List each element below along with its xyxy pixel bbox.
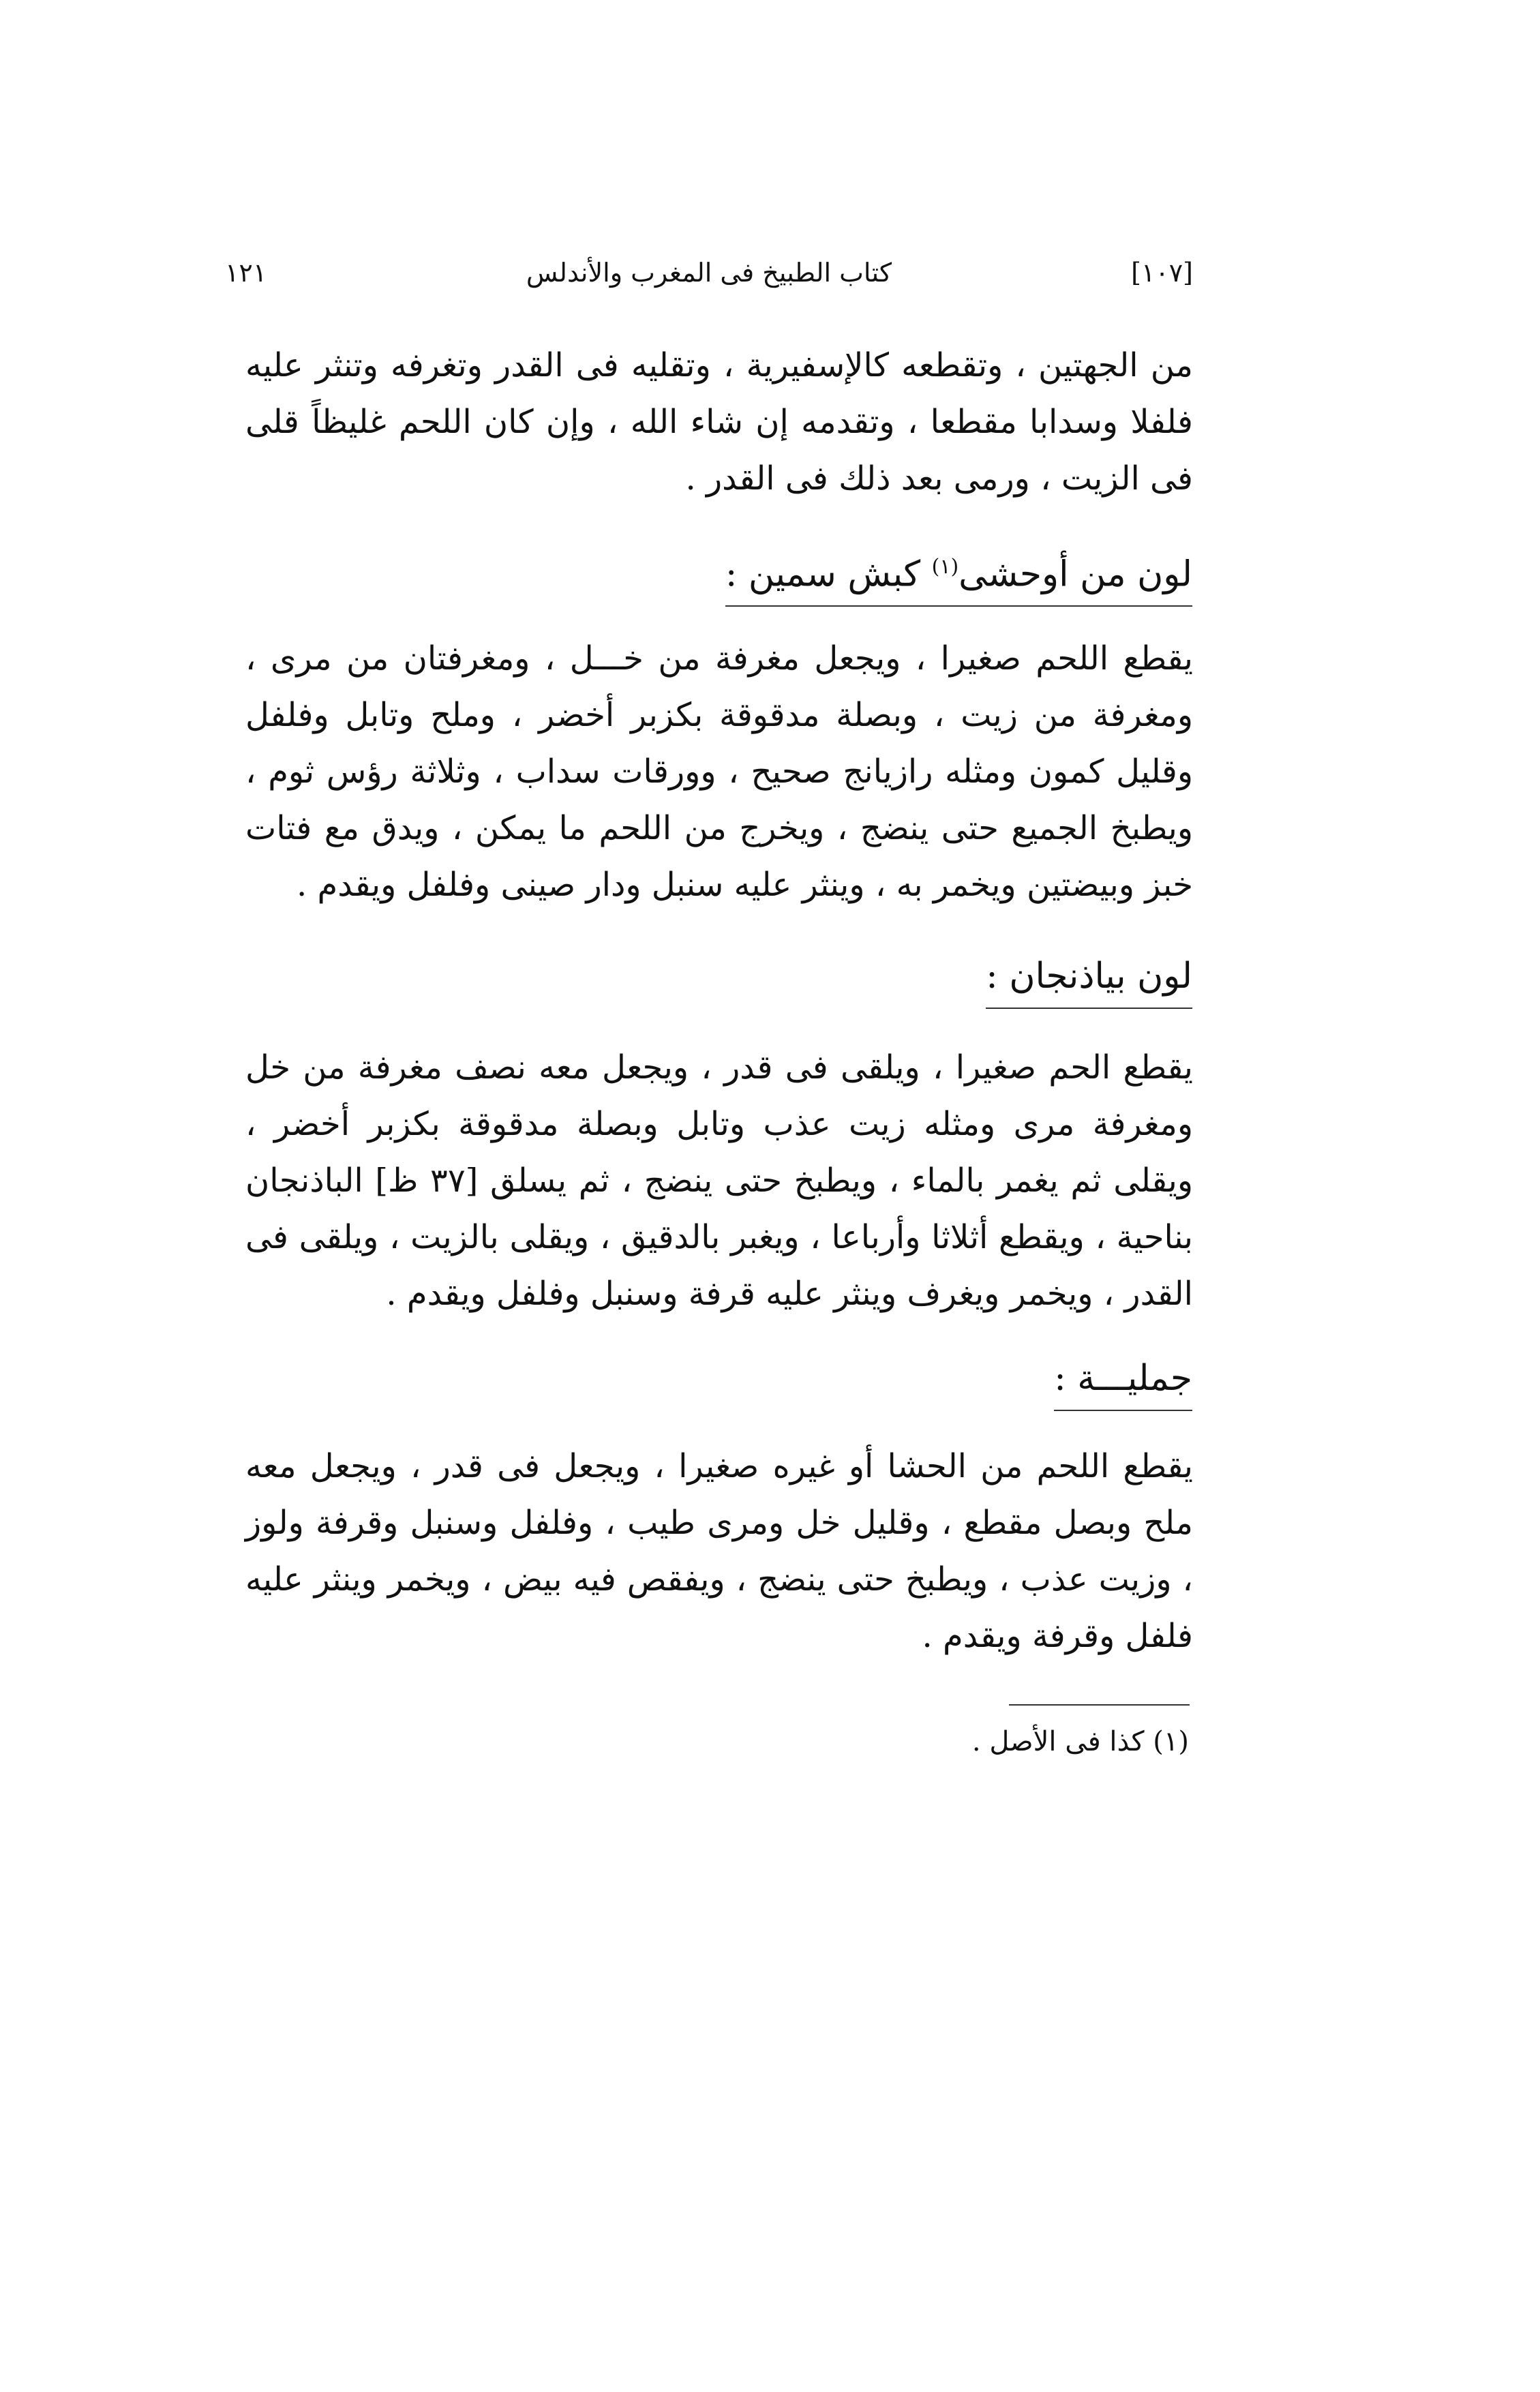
running-title: كتاب الطبيخ فى المغرب والأندلس: [526, 258, 892, 288]
running-header: [225, 252, 1193, 293]
section-heading-1: [725, 545, 1192, 607]
footnote-marker: (١): [931, 555, 959, 579]
page-number: ١٢١: [225, 258, 267, 288]
section-body-3: يقطع اللحم من الحشا أو غيره صغيرا ، ويجعل فى قدر ، ويجعل معه ملح وبصل مقطع ، وقليل خل ومرى طيب ، وفلفل وسنبل وقرفة ولوز ، وزيت عذب ، ويطبخ حتى ينضج ، ويفقص فيه بيض ، ويخمر وينثر عليه فلفل وقرفة ويقدم .: [245, 1447, 1193, 1655]
section-heading-2: لون بياذنجان :: [986, 954, 1192, 1009]
folio-number: [١٠٧]: [1131, 258, 1193, 288]
section-body-2: يقطع الحم صغيرا ، ويلقى فى قدر ، ويجعل معه نصف مغرفة من خل ومغرفة مرى ومثله زيت عذب وتابل وبصلة مدقوقة بكزبر أخضر ، ويقلى ثم يغمر بالماء ، ويطبخ حتى ينضج ، ثم يسلق [٣٧ ظ] الباذنجان بناحية ، ويقطع أثلاثا وأرباعا ، ويغبر بالدقيق ، ويقلى بالزيت ، ويلقى فى القدر ، ويخمر ويغرف وينثر عليه قرفة وسنبل وفلفل ويقدم .: [245, 1048, 1194, 1313]
section-heading-1-rest: كبش سمين :: [725, 554, 921, 595]
footnote-rule: [1009, 1704, 1190, 1706]
section-heading-3: جمليـــة :: [1054, 1357, 1192, 1411]
section-heading-1-title: لون من أوحشى: [958, 554, 1192, 595]
footnote: (١) كذا فى الأصل .: [971, 1726, 1189, 1757]
section-body-1: يقطع اللحم صغيرا ، ويجعل مغرفة من خـــل ، ومغرفتان من مرى ، ومغرفة من زيت ، وبصلة مدقوقة بكزبر أخضر ، وملح وتابل وفلفل وقليل كمون ومثله رازيانج صحيح ، وورقات سداب ، وثلاثة رؤس ثوم ، ويطبخ الجميع حتى ينضج ، ويخرج من اللحم ما يمكن ، ويدق مع فتات خبز وبيضتين ويخمر به ، وينثر عليه سنبل ودار صينى وفلفل ويقدم .: [245, 639, 1193, 904]
intro-paragraph: من الجهتين ، وتقطعه كالإسفيرية ، وتقليه فى القدر وتغرفه وتنثر عليه فلفلا وسدابا مقطعا ، وتقدمه إن شاء الله ، وإن كان اللحم غليظاً قلى فى الزيت ، ورمى بعد ذلك فى القدر .: [245, 346, 1193, 498]
